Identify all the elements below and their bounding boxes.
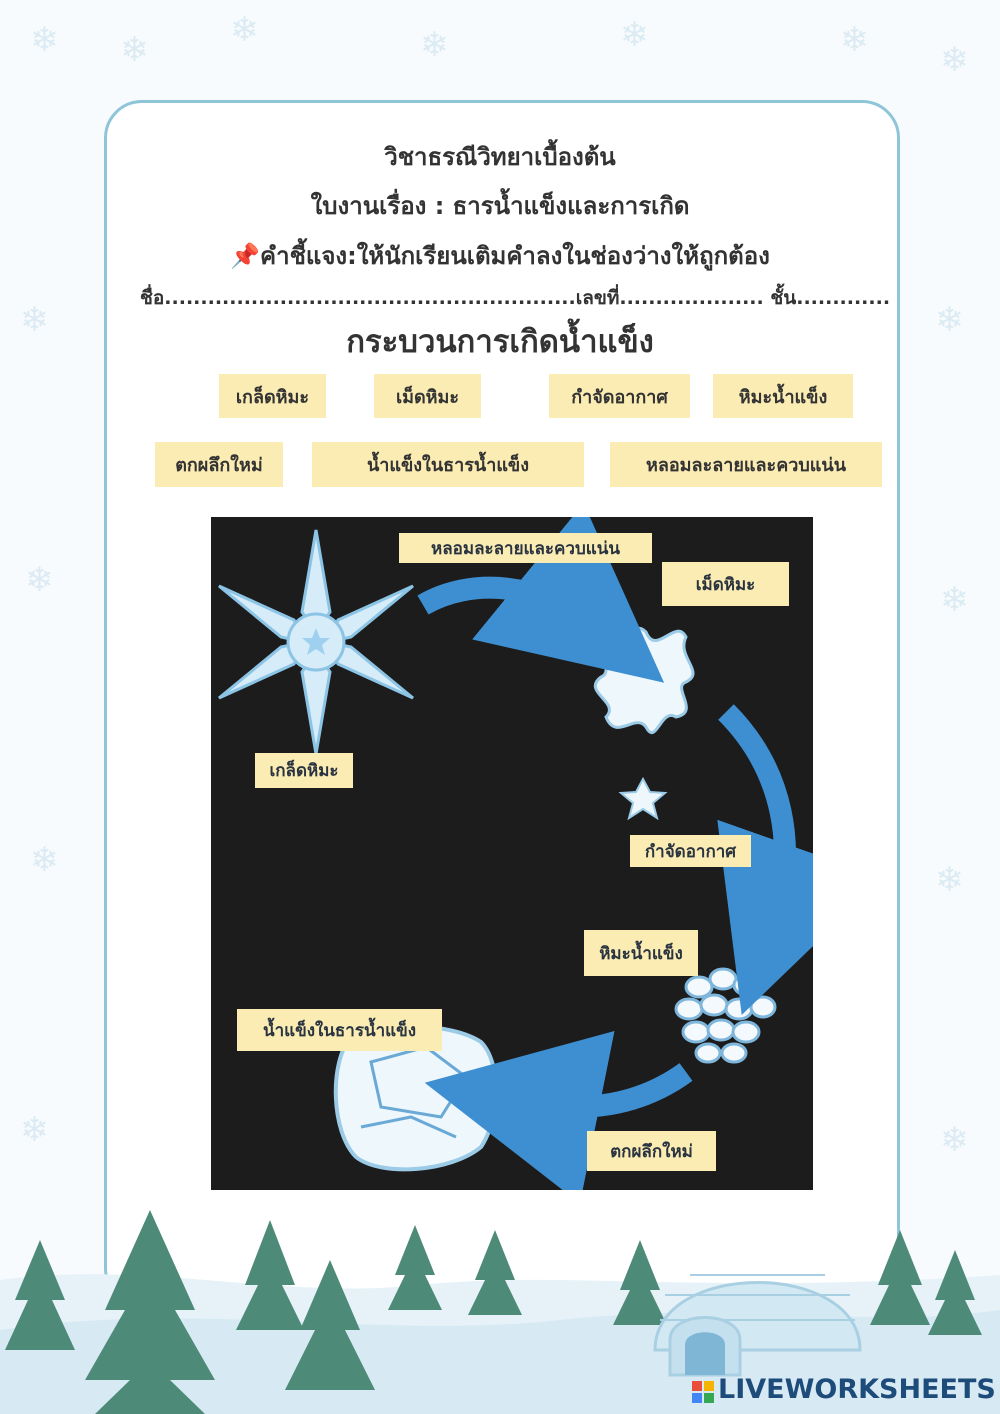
word-chip[interactable]: ตกผลึกใหม่ (155, 442, 283, 487)
snowflake-icon: ❄ (940, 580, 969, 620)
small-granule-illustration (621, 779, 665, 818)
granule-illustration (595, 628, 693, 732)
glacier-formation-diagram (211, 517, 813, 1190)
word-chip[interactable]: หิมะน้ำแข็ง (713, 374, 853, 418)
arrow-1 (423, 588, 596, 627)
snowflake-icon: ❄ (940, 1120, 969, 1160)
snowflake-icon: ❄ (30, 840, 59, 880)
instruction (0, 236, 1000, 275)
firn-illustration (676, 969, 775, 1062)
snowflake-icon: ❄ (940, 40, 969, 80)
snowflake-icon: ❄ (120, 30, 149, 70)
label-granule: เม็ดหิมะ (662, 562, 789, 606)
brand-name: LIVEWORKSHEETS (718, 1374, 996, 1405)
label-firn: หิมะน้ำแข็ง (584, 930, 698, 976)
snowflake-icon: ❄ (30, 20, 59, 60)
label-snowflake: เกล็ดหิมะ (255, 753, 353, 788)
snowflake-illustration (219, 530, 413, 754)
word-chip[interactable]: กำจัดอากาศ (549, 374, 690, 418)
snowflake-icon: ❄ (230, 10, 259, 50)
snowflake-icon: ❄ (935, 860, 964, 900)
student-info-line[interactable]: ชื่อ.........................................................เลขที่.................... ชั้น............. (140, 287, 891, 309)
liveworksheets-logo-icon (692, 1379, 714, 1401)
snowflake-icon: ❄ (20, 300, 49, 340)
snowflake-icon: ❄ (620, 15, 649, 55)
snowflake-icon: ❄ (20, 1110, 49, 1150)
word-chip[interactable]: เม็ดหิมะ (374, 374, 481, 418)
label-glacier-ice: น้ำแข็งในธารน้ำแข็ง (237, 1009, 442, 1051)
snowflake-icon: ❄ (840, 20, 869, 60)
arrow-2 (726, 712, 785, 932)
label-remove-air: กำจัดอากาศ (630, 835, 751, 867)
snowflake-icon: ❄ (420, 25, 449, 65)
arrow-3 (511, 1072, 686, 1107)
word-chip[interactable]: น้ำแข็งในธารน้ำแข็ง (312, 442, 584, 487)
subject-title: วิชาธรณีวิทยาเบื้องต้น (384, 143, 616, 171)
word-chip[interactable]: เกล็ดหิมะ (219, 374, 326, 418)
liveworksheets-logo (692, 1374, 996, 1405)
snowflake-icon: ❄ (935, 300, 964, 340)
instruction-text: คำชี้แจง:ให้นักเรียนเติมคำลงในช่องว่างให้ถูกต้อง (260, 242, 770, 270)
word-chip[interactable]: หลอมละลายและควบแน่น (610, 442, 882, 487)
label-recrystallize: ตกผลึกใหม่ (587, 1131, 716, 1171)
pushpin-icon: 📌 (230, 242, 261, 270)
label-melt-condense: หลอมละลายและควบแน่น (399, 533, 652, 563)
worksheet-title: ใบงานเรื่อง : ธารน้ำแข็งและการเกิด (310, 192, 690, 220)
section-title: กระบวนการเกิดน้ำแข็ง (346, 324, 654, 360)
snowflake-icon: ❄ (25, 560, 54, 600)
